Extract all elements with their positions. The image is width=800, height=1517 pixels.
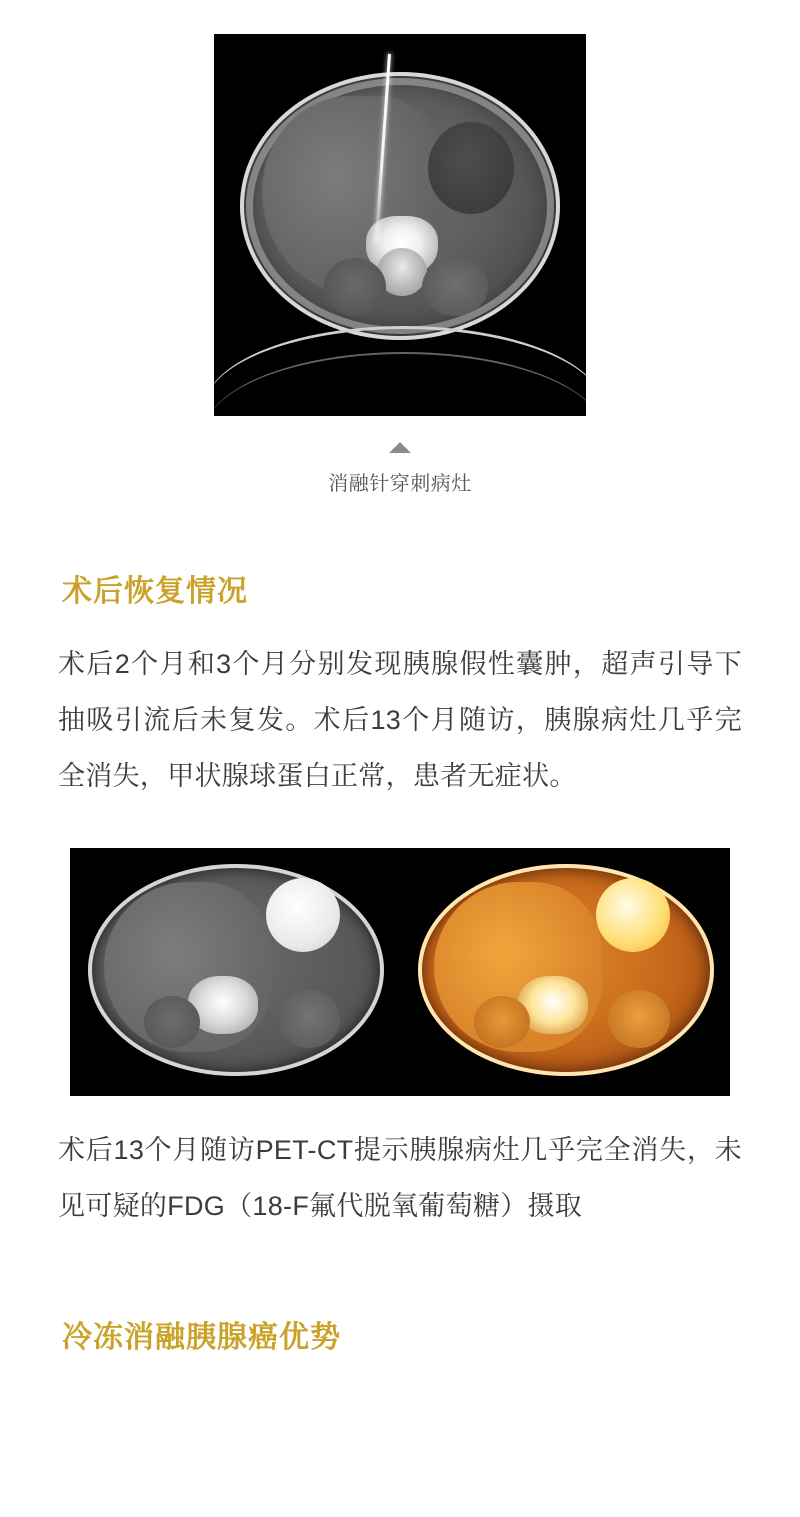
figure-caption-2: 术后13个月随访PET-CT提示胰腺病灶几乎完全消失，未见可疑的FDG（18-F氟代脱氧葡萄糖）摄取: [58, 1135, 742, 1221]
pet-kidney-right: [608, 990, 670, 1048]
ct2-lesion: [266, 878, 340, 952]
pet-image-fused: [400, 848, 730, 1096]
section-heading-recovery: 术后恢复情况: [62, 575, 248, 608]
ct-image-1: [214, 34, 586, 416]
pet-kidney-left: [474, 996, 530, 1048]
ct-paraspinal-muscle-right: [422, 258, 488, 316]
ct2-kidney-right: [278, 990, 340, 1048]
figure-pet-ct: [70, 848, 730, 1096]
ct-stomach: [428, 122, 514, 214]
caret-up-icon: [389, 442, 411, 453]
ct-image-2-gray: [70, 848, 400, 1096]
image-divider: [397, 848, 403, 1096]
section-paragraph-recovery: 术后2个月和3个月分别发现胰腺假性囊肿，超声引导下抽吸引流后未复发。术后13个月随访，胰腺病灶几乎完全消失，甲状腺球蛋白正常，患者无症状。: [58, 649, 742, 791]
pet-lesion: [596, 878, 670, 952]
figure-ct-needle: [0, 0, 800, 496]
ct2-kidney-left: [144, 996, 200, 1048]
ct-paraspinal-muscle-left: [324, 258, 386, 316]
section-heading-advantages: 冷冻消融胰腺癌优势: [62, 1321, 341, 1354]
figure-caption-1: 消融针穿刺病灶: [328, 473, 472, 495]
